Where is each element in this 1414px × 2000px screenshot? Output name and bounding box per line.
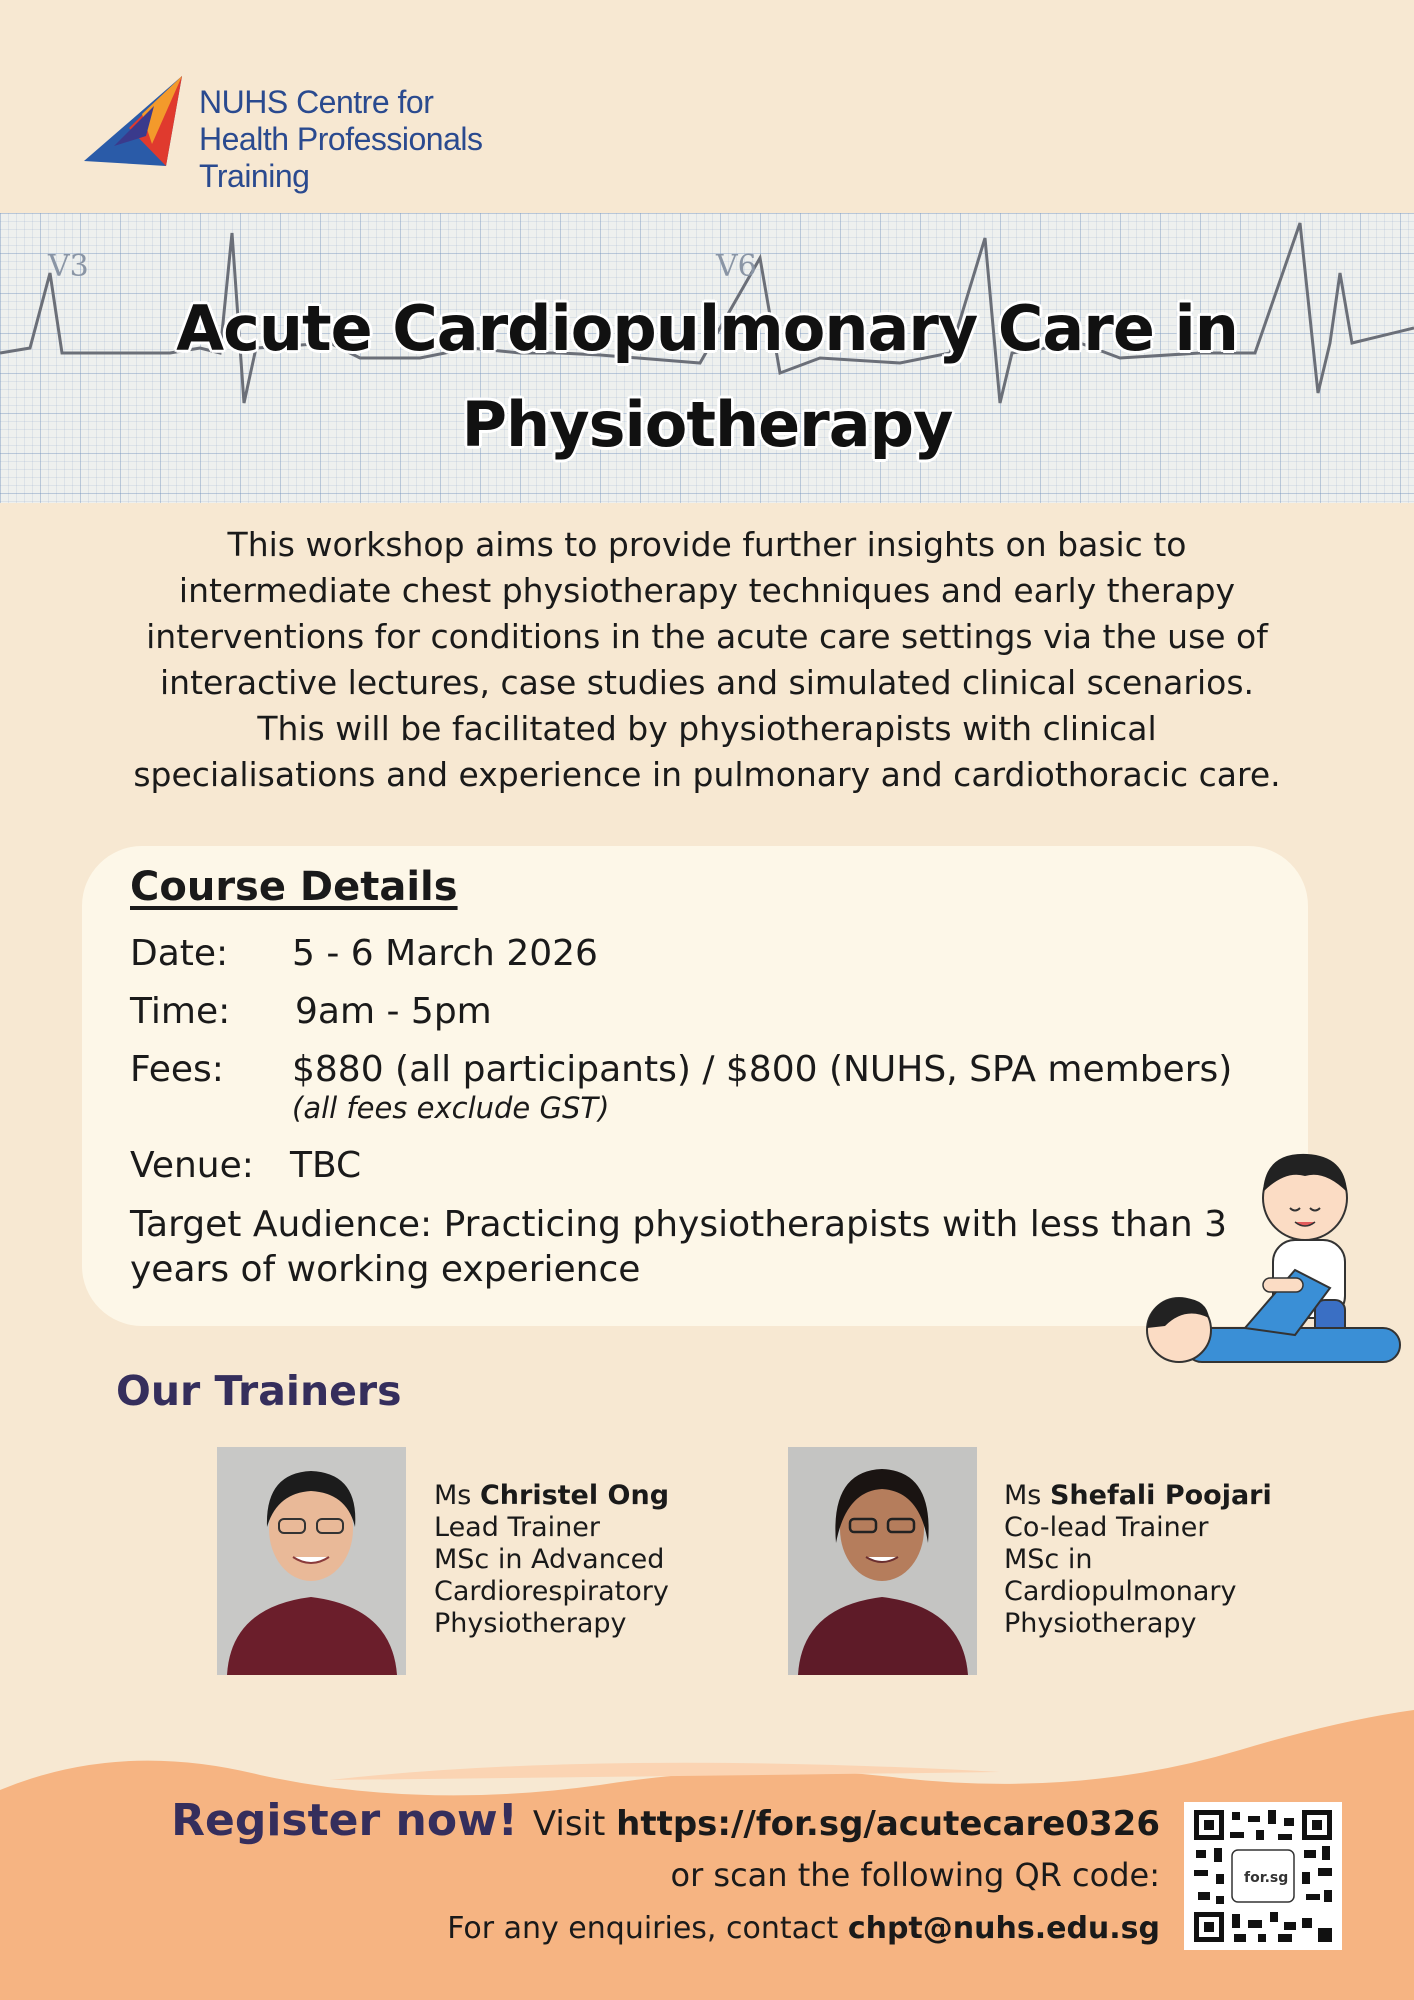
trainer-qualification: Cardiopulmonary	[1004, 1576, 1237, 1607]
visit-text	[533, 1804, 1160, 1844]
nuhs-logo	[84, 76, 514, 201]
register-now-text: Register now!	[171, 1795, 518, 1846]
intro-line: intermediate chest physiotherapy techniques and early therapy	[178, 571, 1236, 610]
trainer-qualification: MSc in Advanced	[434, 1544, 665, 1575]
trainer-qualification: MSc in	[1004, 1544, 1093, 1575]
enquiry-line	[447, 1911, 1160, 1946]
venue-label: Venue:	[130, 1145, 254, 1186]
intro-line: This workshop aims to provide further insights on basic to	[227, 525, 1187, 564]
course-details-card	[82, 846, 1308, 1326]
ecg-lead-v3: V3	[48, 249, 89, 284]
trainer-qualification: Physiotherapy	[434, 1608, 627, 1639]
time-row	[130, 990, 492, 1034]
trainer-photo-christel	[217, 1447, 406, 1675]
trainer-prefix: Ms	[1004, 1480, 1042, 1511]
intro-line: interventions for conditions in the acute care settings via the use of	[146, 617, 1268, 656]
page-title	[0, 281, 1414, 473]
title-line-2: Physiotherapy	[461, 388, 953, 461]
trainer-role: Lead Trainer	[434, 1512, 600, 1543]
fees-note: (all fees exclude GST)	[292, 1091, 610, 1125]
logo-line-2: Health Professionals	[199, 121, 483, 157]
fees-label: Fees:	[130, 1049, 224, 1090]
qr-code[interactable]	[1184, 1802, 1342, 1950]
nuhs-logo-mark-icon	[84, 76, 194, 176]
audience-label: Target Audience:	[130, 1204, 433, 1245]
visit-label: Visit	[532, 1804, 606, 1844]
trainer-info-christel	[434, 1480, 669, 1640]
venue-value: TBC	[290, 1145, 362, 1186]
trainer-name: Shefali Poojari	[1049, 1480, 1272, 1511]
fees-value: $880 (all participants) / $800 (NUHS, SPA members)	[292, 1049, 1233, 1090]
date-label: Date:	[130, 933, 229, 974]
trainer-photo-shefali	[788, 1447, 977, 1675]
trainer-name-line	[1004, 1480, 1272, 1512]
logo-text	[199, 84, 482, 195]
register-url-link[interactable]: https://for.sg/acutecare0326	[616, 1804, 1160, 1844]
intro-line: specialisations and experience in pulmonary and cardiothoracic care.	[133, 755, 1281, 794]
contact-email-link[interactable]: chpt@nuhs.edu.sg	[847, 1911, 1160, 1946]
trainer-portrait-icon	[788, 1447, 977, 1675]
intro-line: interactive lectures, case studies and simulated clinical scenarios.	[159, 663, 1254, 702]
trainers-heading: Our Trainers	[116, 1367, 402, 1415]
venue-row	[130, 1144, 361, 1188]
audience-row	[130, 1202, 1260, 1292]
trainer-qualification: Cardiorespiratory	[434, 1576, 669, 1607]
fees-row	[130, 1048, 1232, 1092]
scan-instruction: or scan the following QR code:	[670, 1856, 1160, 1894]
logo-line-1: NUHS Centre for	[199, 84, 434, 120]
date-value: 5 - 6 March 2026	[292, 933, 598, 974]
trainer-qualification: Physiotherapy	[1004, 1608, 1197, 1639]
logo-line-3: Training	[199, 158, 310, 194]
trainer-role: Co-lead Trainer	[1004, 1512, 1209, 1543]
register-line	[171, 1795, 1160, 1846]
intro-line: This will be facilitated by physiotherapists with clinical	[257, 709, 1157, 748]
qr-label: for.sg	[1244, 1870, 1289, 1886]
trainer-name: Christel Ong	[479, 1480, 670, 1511]
ecg-lead-v6: V6	[716, 249, 757, 284]
audience-value: Practicing physiotherapists with less than 3 years of working experience	[130, 1204, 1228, 1290]
trainer-prefix: Ms	[434, 1480, 472, 1511]
trainer-info-shefali	[1004, 1480, 1272, 1640]
date-row	[130, 932, 598, 976]
time-value: 9am - 5pm	[295, 991, 492, 1032]
course-details-heading: Course Details	[130, 864, 458, 910]
physiotherapy-illustration-icon	[1145, 1150, 1405, 1385]
time-label: Time:	[130, 991, 231, 1032]
title-line-1: Acute Cardiopulmonary Care in	[176, 292, 1238, 365]
trainer-portrait-icon	[217, 1447, 406, 1675]
trainer-name-line	[434, 1480, 669, 1512]
enquiry-label: For any enquiries, contact	[447, 1911, 839, 1946]
intro-paragraph	[70, 522, 1344, 798]
